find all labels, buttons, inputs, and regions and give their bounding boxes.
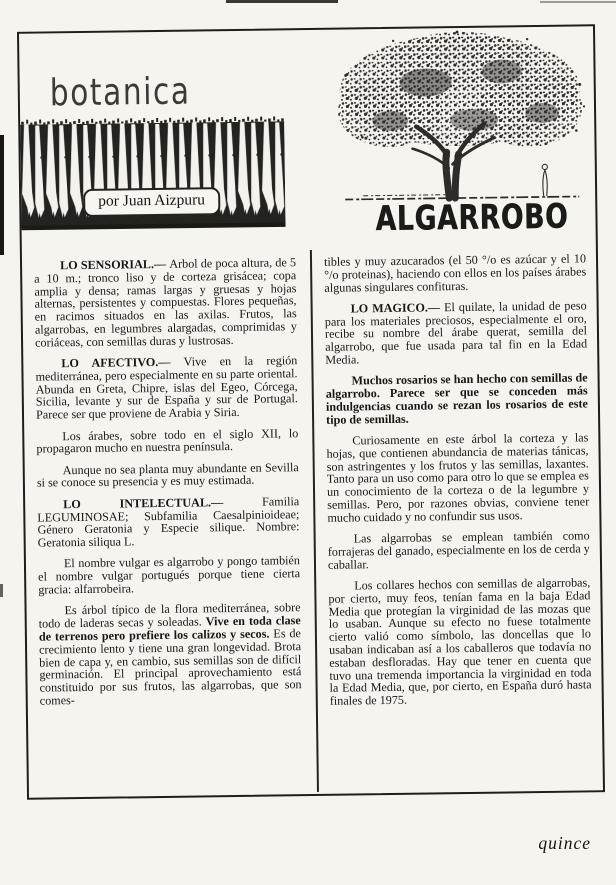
section-heading-lo-magico: LO MAGICO.— — [350, 300, 445, 316]
paragraph — [328, 576, 592, 707]
paragraph-lo-intelectual — [37, 495, 300, 550]
section-title: botanica — [49, 69, 191, 115]
scan-artifact-left-edge — [0, 135, 4, 255]
byline-text: por Juan Aizpuru — [98, 191, 206, 210]
paragraph — [39, 601, 302, 707]
paragraph-text: Curiosamente en este árbol la corteza y las hojas, que contienen abundancia de materias tánicas, son astringentes y los frutos y las semillas, laxantes. Tanto para un uso como para otro lo que se emplea es un conocimiento de la corteza o de la legumbre y semillas. Pero, por razones obvias, conviene tener mucho cuidado y no confundir sus usos. — [326, 430, 590, 525]
paragraph — [326, 431, 589, 524]
tree-canopy — [337, 29, 586, 150]
paragraph — [36, 427, 298, 456]
section-heading-lo-sensorial: LO SENSORIAL.— — [59, 256, 170, 273]
human-figure — [542, 164, 548, 196]
byline-box — [83, 187, 220, 217]
right-column — [324, 252, 592, 716]
paragraph-text: Los collares hechos con semillas de algarrobas, por cierto, muy feos, tenían fama en la baja Edad Media que protegían la virginidad de las mozas que lo usaban. Aunque su efecto no fuese totalmente cierto valió como símbolo, las doncellas que lo usaban indicaban así a los caballeros que todavía no estaban desfloradas. Hay que tener en cuenta que tuvo una tremenda importancia la virginidad en toda la Edad Media, que, por cierto, en España duró hasta finales de 1975. — [328, 575, 592, 708]
page-frame — [17, 24, 605, 800]
section-heading-lo-afectivo: LO AFECTIVO.— — [61, 354, 184, 371]
paragraph-text: Arbol de poca altura, de 5 a 10 m.; tronco liso y de corteza grisácea; copa amplia y densa; ramas largas y gruesas y hojas alternas, persistentes y compuestas. Flores pequeñas, en racimos situados en las axilas. Frutos, las algarrobas, en legumbres alargadas, comprimidas y coriáceas, con semillas duras y lustrosas. — [34, 255, 297, 350]
scan-artifact-top-edge — [226, 0, 338, 3]
paragraph-text: El quilate, la unidad de peso para los materiales preciosos, especialmente el oro, recibe su nombre del árabe querat, semilla del algarrobo, que fue usada para tal fin en la Edad Media. — [324, 298, 588, 367]
paragraph-lo-afectivo — [35, 354, 298, 421]
left-column — [34, 256, 302, 716]
paragraph-lo-magico — [325, 299, 588, 366]
paragraph-continuation — [324, 252, 586, 294]
paragraph-text: Vive en la región mediterránea, pero especialmente en su parte oriental. Abunda en Greta, Chipre, islas del Egeo, Córcega, Sicilia, levante y sur de España y sur de Portugal. Parece ser que proviene de Arabia y Siria. — [35, 353, 298, 422]
paragraph-text: Familia LEGUMINOSAE; Subfamilia Caesalpinioideae; Género Geratonia y Especie silique. Nombre: Geratonia siliqua L. — [37, 493, 300, 550]
scan-artifact-left-edge-small — [0, 584, 3, 597]
emphasized-text: Vive en toda clase de terrenos pero prefiere los calizos y secos. — [38, 613, 301, 644]
paragraph-text: El nombre vulgar es algarrobo y pongo también el nombre vulgar portugués porque tiene cierta gracia: alfarrobeira. — [38, 553, 301, 597]
paragraph-text: Las algarrobas se emplean también como forrajeras del ganado, especialmente en los de cerda y caballar. — [327, 528, 590, 572]
paragraph-text: Aunque no sea planta muy abundante en Sevilla si se conoce su presencia y es muy estimada. — [36, 459, 299, 491]
paragraph — [38, 555, 300, 597]
scan-artifact-top-right — [540, 1, 616, 3]
section-heading-lo-intelectual: LO INTELECTUAL.— — [63, 494, 263, 512]
paragraph-text: tibles y muy azucarados (el 50 °/o es azúcar y el 10 °/o proteinas), haciendo con ellos en los países árabes algunas singulares confituras. — [323, 251, 587, 295]
article-title: ALGARROBO — [375, 196, 569, 240]
paragraph-lo-sensorial — [34, 256, 297, 349]
paragraph — [37, 461, 299, 490]
page-number: quince — [538, 833, 591, 853]
paragraph-bold — [326, 372, 589, 427]
carob-tree-illustration — [331, 26, 593, 207]
column-divider — [310, 250, 319, 792]
paragraph-text: Muchos rosarios se han hecho con semillas de algarrobo. Parece ser que se conceden más indulgencias cuando se rezan los rosarios de este tipo de semillas. — [325, 370, 589, 427]
paragraph-text: Es árbol típico de la flora mediterránea, sobre todo de laderas secas y soleadas. — [38, 600, 301, 631]
thicket-illustration — [20, 114, 286, 241]
paragraph — [328, 530, 590, 572]
paragraph-text: Es de crecimiento lento y tiene una gran longevidad. Brota bien de capa y, en cambio, sus semillas son de difícil germinación. El principal aprovechamiento está constituido por sus frutos, las algarrobas, que son comes- — [38, 626, 302, 708]
paragraph-text: Los árabes, sobre todo en el siglo XII, lo propagaron mucho en nuestra península. — [36, 425, 299, 456]
